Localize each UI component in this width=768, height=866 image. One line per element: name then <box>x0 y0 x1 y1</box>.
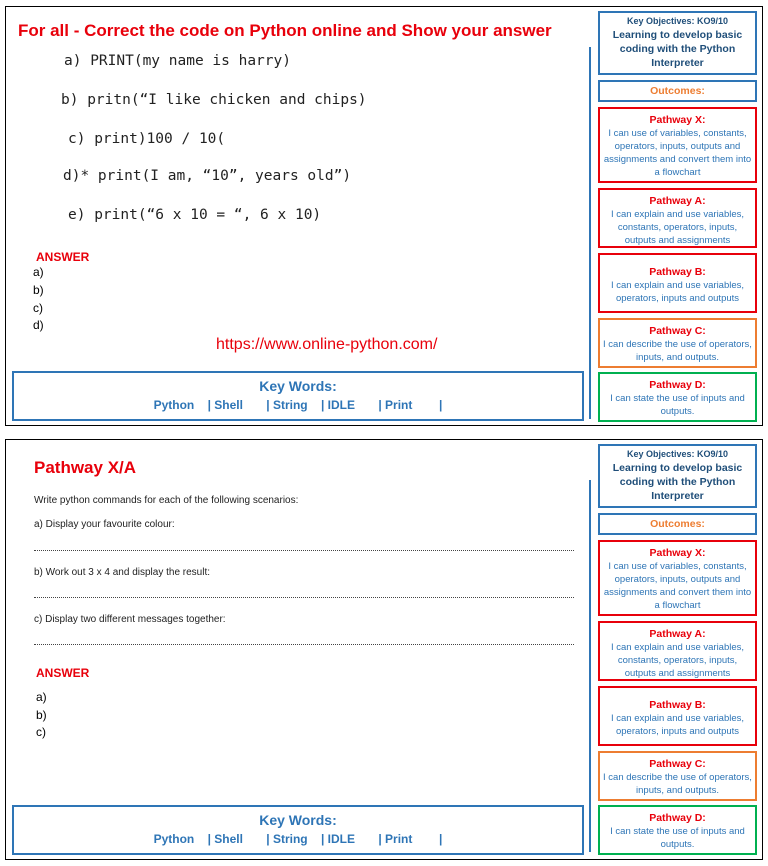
key-words-box <box>12 805 584 855</box>
pathway-c-heading: Pathway C: <box>649 758 706 770</box>
pathway-b-heading: Pathway B: <box>649 266 706 278</box>
code-line-e: e) print(“6 x 10 = “, 6 x 10) <box>68 207 322 223</box>
answer-line <box>34 550 574 551</box>
answer-item-b: b) <box>36 708 47 722</box>
pathway-d-heading: Pathway D: <box>649 812 706 824</box>
outcomes-heading: Outcomes: <box>598 80 757 102</box>
code-line-c: c) print)100 / 10( <box>68 131 226 147</box>
answer-item-a: a) <box>33 265 44 279</box>
slide-pathway-xa <box>5 439 763 860</box>
key-objectives-box <box>598 11 757 75</box>
slide-title: Pathway X/A <box>34 458 137 477</box>
pathway-b-text: I can explain and use variables, operators, inputs and outputs <box>610 280 745 304</box>
pathway-b-box <box>598 686 757 746</box>
pathway-b-box <box>598 253 757 313</box>
pathway-x-box <box>598 107 757 183</box>
scenario-b: b) Work out 3 x 4 and display the result: <box>34 567 211 578</box>
pathway-d-box <box>598 805 757 855</box>
pathway-c-heading: Pathway C: <box>649 325 706 337</box>
pathway-a-text: I can explain and use variables, constants, operators, inputs, outputs and assignments <box>610 642 745 679</box>
pathway-c-text: I can describe the use of operators, inputs, and outputs. <box>603 772 752 796</box>
key-objectives-box <box>598 444 757 508</box>
key-objectives-code: Key Objectives: KO9/10 <box>626 449 729 459</box>
code-line-d: d)* print(I am, “10”, years old”) <box>63 168 352 184</box>
pathway-b-text: I can explain and use variables, operators, inputs and outputs <box>610 713 745 737</box>
key-words-title: Key Words: <box>259 812 337 828</box>
answer-item-c: c) <box>33 301 43 315</box>
pathway-c-box <box>598 318 757 368</box>
key-objective-text: Learning to develop basic coding with the Python Interpreter <box>612 29 743 69</box>
scenario-a: a) Display your favourite colour: <box>34 519 175 530</box>
pathway-d-text: I can state the use of inputs and outputs. <box>610 826 745 850</box>
pathway-a-text: I can explain and use variables, constants, operators, inputs, outputs and assignments <box>610 209 745 246</box>
key-words-list: Python | Shell | String | IDLE | Print | <box>153 832 443 846</box>
answer-item-b: b) <box>33 283 44 297</box>
code-line-a: a) PRINT(my name is harry) <box>64 53 291 69</box>
pathway-c-text: I can describe the use of operators, inputs, and outputs. <box>603 339 752 363</box>
key-objectives-code: Key Objectives: KO9/10 <box>626 16 729 26</box>
key-words-title: Key Words: <box>259 378 337 394</box>
pathway-c-box <box>598 751 757 801</box>
key-words-box <box>12 371 584 421</box>
pathway-b-heading: Pathway B: <box>649 699 706 711</box>
pathway-d-heading: Pathway D: <box>649 379 706 391</box>
answer-line <box>34 644 574 645</box>
answer-line <box>34 597 574 598</box>
code-line-b: b) pritn(“I like chicken and chips) <box>61 92 367 108</box>
scenario-instruction: Write python commands for each of the following scenarios: <box>34 495 299 506</box>
key-words-list: Python | Shell | String | IDLE | Print | <box>153 398 443 412</box>
key-objective-text: Learning to develop basic coding with the Python Interpreter <box>612 462 743 502</box>
pathway-a-box <box>598 188 757 248</box>
outcomes-heading: Outcomes: <box>598 513 757 535</box>
scenario-c: c) Display two different messages together: <box>34 614 226 625</box>
answer-item-d: d) <box>33 318 44 332</box>
pathway-x-box <box>598 540 757 616</box>
answer-item-c: c) <box>36 725 46 739</box>
pathway-d-text: I can state the use of inputs and outputs. <box>610 393 745 417</box>
pathway-d-box <box>598 372 757 422</box>
slide-title: For all - Correct the code on Python online and Show your answer <box>18 21 552 40</box>
pathway-x-heading: Pathway X: <box>649 114 706 126</box>
pathway-x-text: I can use of variables, constants, operators, inputs, outputs and assignments and convert them into a flowchart <box>603 128 752 178</box>
pathway-a-heading: Pathway A: <box>649 195 706 207</box>
pathway-x-text: I can use of variables, constants, operators, inputs, outputs and assignments and convert them into a flowchart <box>603 561 752 611</box>
pathway-a-heading: Pathway A: <box>649 628 706 640</box>
answer-label: ANSWER <box>36 666 90 680</box>
pathway-x-heading: Pathway X: <box>649 547 706 559</box>
answer-label: ANSWER <box>36 250 90 264</box>
divider-line <box>589 47 591 419</box>
pathway-a-box <box>598 621 757 681</box>
answer-item-a: a) <box>36 690 47 704</box>
divider-line <box>589 480 591 852</box>
python-url-link[interactable]: https://www.online-python.com/ <box>216 336 438 353</box>
slide-correct-code <box>5 6 763 426</box>
